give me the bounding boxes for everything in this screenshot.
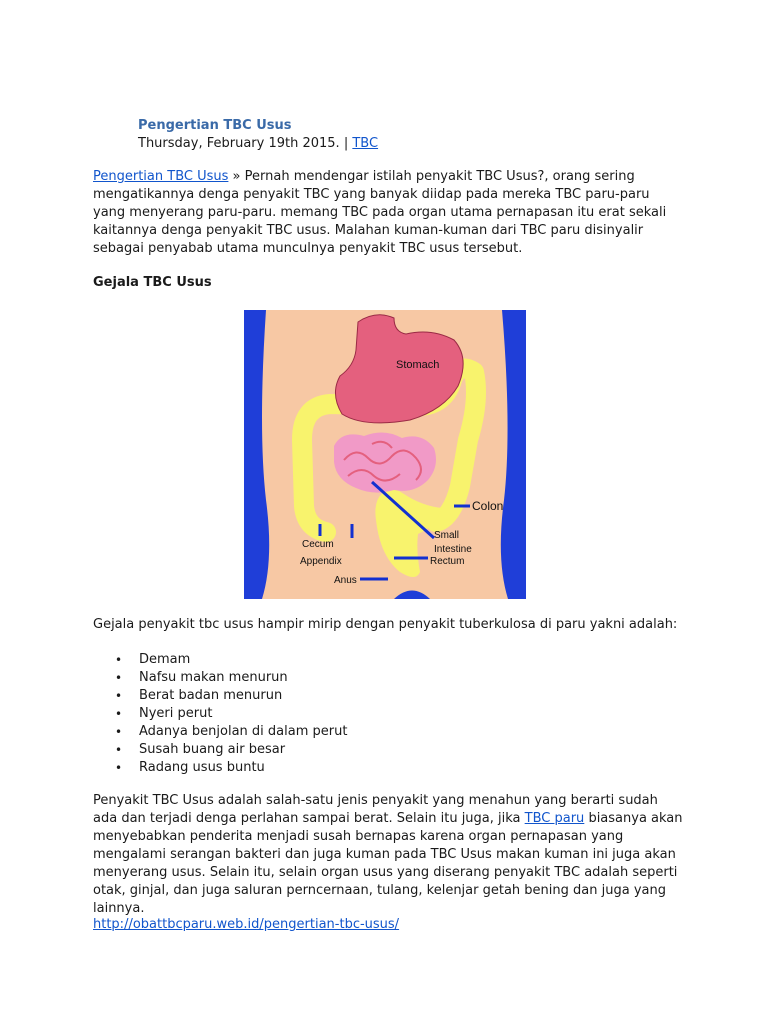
symptom-text: Nafsu makan menurun — [139, 670, 288, 685]
list-item — [93, 759, 347, 777]
section-heading: Gejala TBC Usus — [93, 275, 212, 290]
closing-text-before: Penyakit TBC Usus adalah salah-satu jenis penyakit yang menahun yang berarti sudah ada dan terjadi denga perlahan sampai berat. Selain itu juga, jika — [93, 793, 658, 826]
bullet-icon: • — [115, 725, 123, 739]
label-rectum: Rectum — [430, 556, 465, 567]
dateline-separator: | — [343, 136, 349, 151]
list-item — [93, 741, 347, 759]
category-link[interactable]: TBC — [352, 136, 379, 151]
label-cecum: Cecum — [302, 539, 334, 550]
symptom-text: Susah buang air besar — [139, 742, 286, 757]
source-url-link[interactable]: http://obattbcparu.web.id/pengertian-tbc-usus/ — [93, 917, 400, 932]
tbc-paru-link[interactable]: TBC paru — [524, 811, 585, 826]
bullet-icon: • — [115, 707, 123, 721]
article-date: Thursday, February 19th 2015. — [138, 136, 340, 151]
intro-lead-link[interactable]: Pengertian TBC Usus — [93, 169, 229, 184]
intro-paragraph — [93, 168, 683, 258]
list-item — [93, 687, 347, 705]
symptom-text: Radang usus buntu — [139, 760, 265, 775]
intro-text: » Pernah mendengar istilah penyakit TBC Usus?, orang sering mengatikannya denga penyakit TBC yang banyak diidap pada mereka TBC paru-paru yang menyerang paru-paru. memang TBC pada organ utama pernapasan itu erat sekali kaitannya denga penyakit TBC usus. Malahan kuman-kuman dari TBC paru disinyalir sebagai penyabab utama munculnya penyakit TBC usus tersebut. — [93, 169, 667, 256]
symptom-text: Nyeri perut — [139, 706, 213, 721]
symptoms-intro: Gejala penyakit tbc usus hampir mirip dengan penyakit tuberkulosa di paru yakni adalah: — [93, 617, 678, 632]
list-item — [93, 705, 347, 723]
symptom-text: Berat badan menurun — [139, 688, 283, 703]
digestive-system-diagram — [244, 310, 526, 599]
bullet-icon: • — [115, 743, 123, 757]
source-url-container — [93, 917, 399, 932]
list-item — [93, 669, 347, 687]
list-item — [93, 651, 347, 669]
closing-text-after: biasanya akan menyebabkan penderita menjadi susah bernapas karena organ pernapasan yang mengalami serangan bakteri dan juga kuman pada TBC Usus makan kuman ini juga akan menyerang usus. Selain itu, selain organ usus yang diserang penyakit TBC adalah seperti otak, ginjal, dan juga saluran perncernaan, tulang, kelenjar getah bening dan juga yang lainnya. — [93, 811, 683, 916]
label-appendix: Appendix — [300, 556, 342, 567]
closing-paragraph — [93, 792, 683, 918]
bullet-icon: • — [115, 689, 123, 703]
bullet-icon: • — [115, 671, 123, 685]
bullet-icon: • — [115, 761, 123, 775]
label-stomach: Stomach — [396, 359, 440, 371]
symptom-list — [93, 651, 347, 777]
list-item — [93, 723, 347, 741]
label-anus: Anus — [334, 575, 357, 586]
article-dateline — [138, 135, 378, 153]
label-colon: Colon — [472, 499, 504, 513]
symptom-text: Adanya benjolan di dalam perut — [139, 724, 348, 739]
label-intestine: Intestine — [434, 544, 472, 555]
article-title: Pengertian TBC Usus — [138, 118, 292, 133]
bullet-icon: • — [115, 653, 123, 667]
symptom-text: Demam — [139, 652, 191, 667]
label-small: Small — [434, 530, 460, 541]
article-header — [138, 117, 378, 153]
